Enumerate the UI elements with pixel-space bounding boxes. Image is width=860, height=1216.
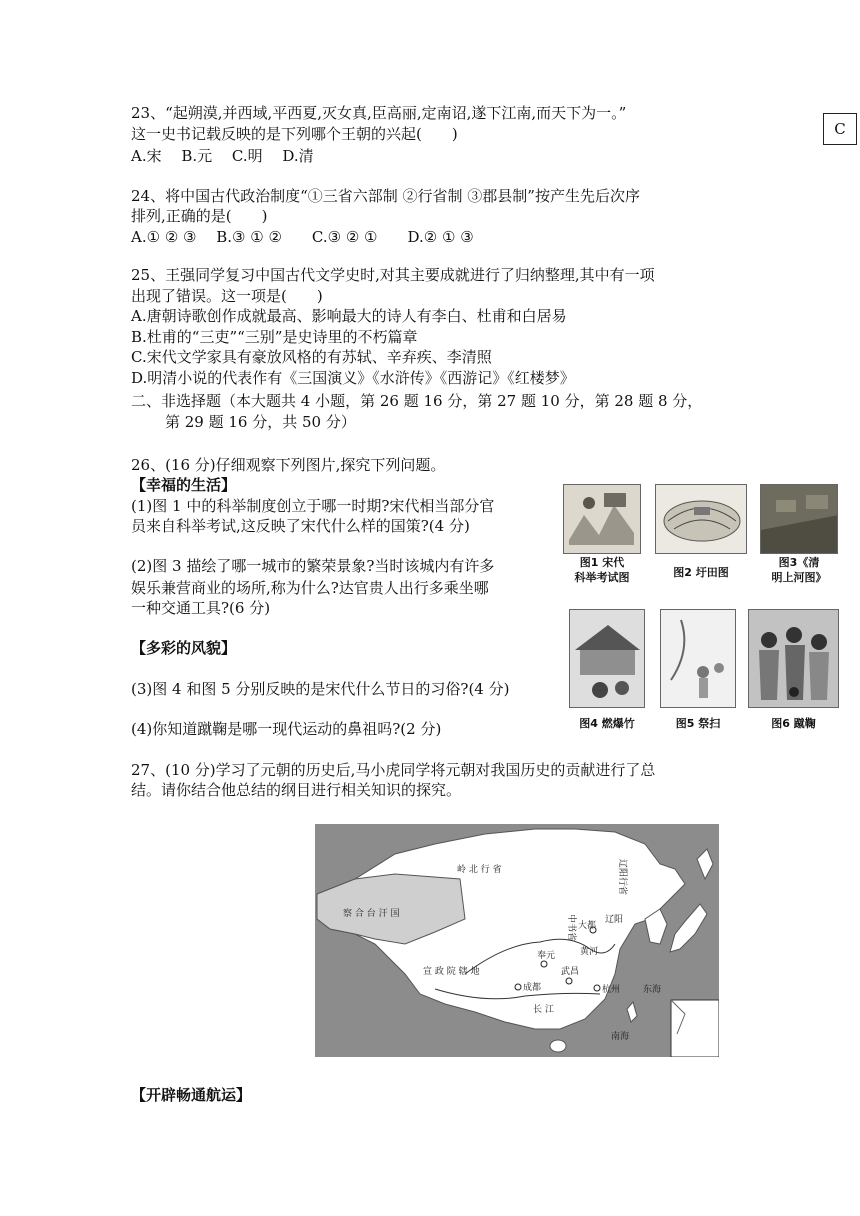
section2-heading-line1: 二、非选择题（本大题共 4 小题，第 26 题 16 分，第 27 题 10 分，第 28 题 8 分， <box>131 392 703 410</box>
section2-heading-line2: 第 29 题 16 分，共 50 分） <box>165 413 356 431</box>
map-label-hangzhou: 杭州 <box>602 985 621 995</box>
answer-box: C <box>823 113 857 145</box>
q24-stem-line2: 排列,正确的是( ) <box>131 207 268 225</box>
q26-p1-line1: (1)图 1 中的科举制度创立于哪一时期?宋代相当部分官 <box>131 497 495 515</box>
figure4-caption: 图4 燃爆竹 <box>579 717 635 730</box>
q24-stem-line1: 24、将中国古代政治制度“①三省六部制 ②行省制 ③郡县制”按产生先后次序 <box>131 187 640 205</box>
figure3-caption <box>758 555 840 585</box>
figure1-caption-line2: 科举考试图 <box>574 571 630 584</box>
figure2-polder-image <box>655 484 747 554</box>
figure1-caption <box>563 555 641 585</box>
q24-options: A.① ② ③ B.③ ① ② C.③ ② ① D.② ① ③ <box>131 228 474 246</box>
map-label-dadu: 大都 <box>578 921 597 931</box>
map-label-zhongshu: 中书省 <box>566 914 576 942</box>
map-label-lingbei: 岭 北 行 省 <box>457 865 502 875</box>
q23-options: A.宋 B.元 C.明 D.清 <box>131 147 314 165</box>
map-label-nanhai: 南海 <box>611 1032 630 1042</box>
q25-option-d: D.明清小说的代表作有《三国演义》《水浒传》《西游记》《红楼梦》 <box>131 369 575 387</box>
q26-p1-line2: 员来自科举考试,这反映了宋代什么样的国策?(4 分) <box>131 517 470 535</box>
q25-option-b: B.杜甫的“三吏”“三别”是史诗里的不朽篇章 <box>131 328 418 346</box>
figure5-tomb-sweeping-image <box>660 609 736 708</box>
map-label-wuchang: 武昌 <box>561 967 580 977</box>
q26-intro: 26、(16 分)仔细观察下列图片,探究下列问题。 <box>131 456 446 474</box>
figure4-firecracker-image <box>569 609 645 708</box>
q26-heading-colorful: 【多彩的风貌】 <box>131 639 237 657</box>
figure6-caption: 图6 蹴鞠 <box>771 717 816 730</box>
yuan-territory-map <box>315 824 719 1057</box>
q25-option-a: A.唐朝诗歌创作成就最高、影响最大的诗人有李白、杜甫和白居易 <box>131 307 567 325</box>
q26-p4: (4)你知道蹴鞠是哪一现代运动的鼻祖吗?(2 分) <box>131 720 442 738</box>
figure3-qingming-image <box>760 484 838 554</box>
map-label-liaoyang: 辽阳 <box>605 915 624 925</box>
q26-p2-line1: (2)图 3 描绘了哪一城市的繁荣景象?当时该城内有许多 <box>131 557 495 575</box>
figure6-cuju-image <box>748 609 839 708</box>
map-label-chagatai: 察 合 台 汗 国 <box>343 909 400 919</box>
figure2-caption: 图2 圩田图 <box>673 566 729 579</box>
q25-option-c: C.宋代文学家具有豪放风格的有苏轼、辛弃疾、李清照 <box>131 348 492 366</box>
q25-stem-line1: 25、王强同学复习中国古代文学史时,对其主要成就进行了归纳整理,其中有一项 <box>131 266 655 284</box>
q23-stem-line2: 这一史书记载反映的是下列哪个王朝的兴起( ) <box>131 125 458 143</box>
q26-heading-happy-life: 【幸福的生活】 <box>131 476 237 494</box>
q26-p2-line3: 一种交通工具?(6 分) <box>131 599 271 617</box>
q27-stem-line1: 27、(10 分)学习了元朝的历史后,马小虎同学将元朝对我国历史的贡献进行了总 <box>131 761 656 779</box>
figure1-caption-line1: 图1 宋代 <box>579 556 625 569</box>
figure1-exam-image <box>563 484 641 554</box>
figure5-caption: 图5 祭扫 <box>675 717 721 730</box>
map-label-fengyuan: 奉元 <box>537 951 556 961</box>
map-label-liaoyang-province: 辽阳行省 <box>617 859 627 896</box>
map-label-changjiang: 长 江 <box>533 1005 554 1015</box>
q23-stem-line1: 23、“起朔漠,并西域,平西夏,灭女真,臣高丽,定南诏,遂下江南,而天下为一。” <box>131 104 627 122</box>
map-label-huanghe: 黄河 <box>580 947 599 957</box>
map-label-xuanzheng: 宣 政 院 辖 地 <box>423 967 480 977</box>
q27-heading-navigation: 【开辟畅通航运】 <box>131 1086 252 1104</box>
q25-stem-line2: 出现了错误。这一项是( ) <box>131 287 323 305</box>
figure3-caption-line2: 明上河图》 <box>771 571 827 584</box>
q27-stem-line2: 结。请你结合他总结的纲目进行相关知识的探究。 <box>131 781 462 799</box>
q26-p2-line2: 娱乐兼营商业的场所,称为什么?达官贵人出行多乘坐哪 <box>131 579 489 597</box>
figure3-caption-line1: 图3《清 <box>778 556 820 569</box>
map-label-donghai: 东海 <box>643 985 662 995</box>
map-label-chengdu: 成都 <box>523 983 542 993</box>
q26-p3: (3)图 4 和图 5 分别反映的是宋代什么节日的习俗?(4 分) <box>131 680 510 698</box>
